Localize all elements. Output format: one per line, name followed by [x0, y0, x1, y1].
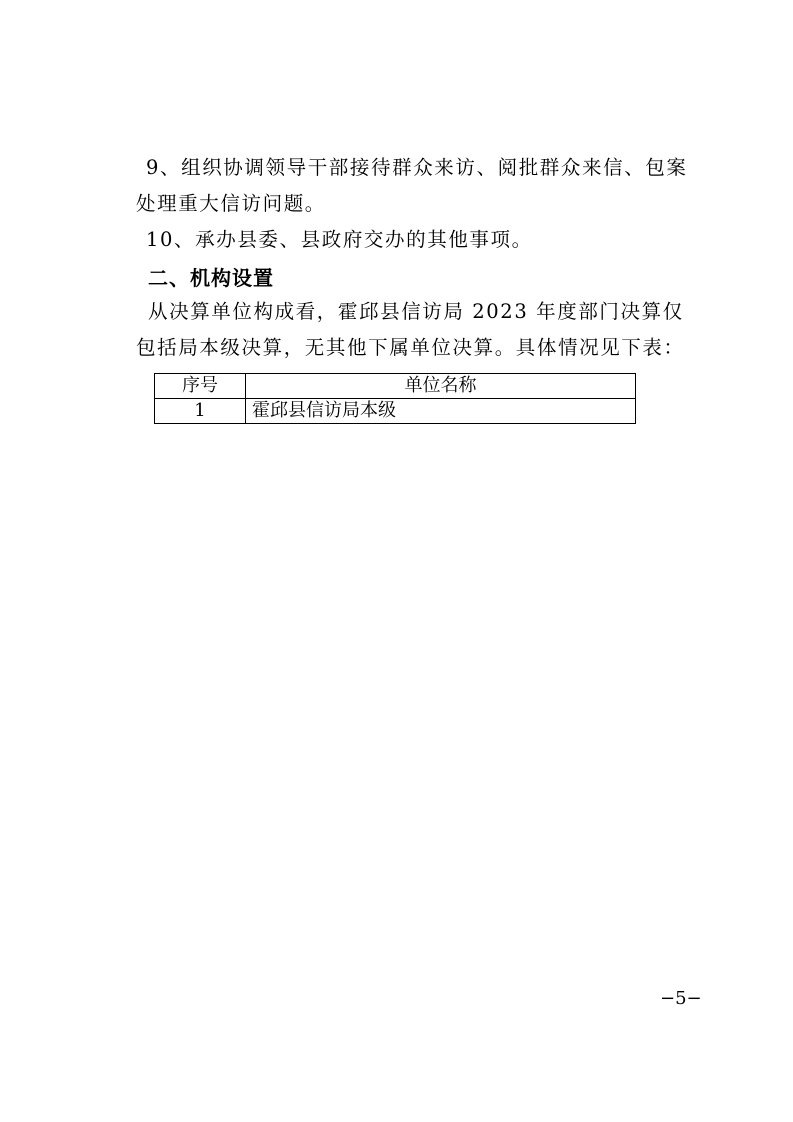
unit-table	[154, 373, 636, 424]
intro-paragraph: 从决算单位构成看，霍邱县信访局 2023 年度部门决算仅包括局本级决算，无其他下属单位决算。具体情况见下表：	[136, 300, 685, 359]
section-heading: 二、机构设置	[148, 266, 274, 290]
table-cell-unit-name: 霍邱县信访局本级	[246, 399, 636, 424]
col-header-unit-name: 单位名称	[246, 374, 636, 399]
page-number: −5−	[660, 988, 702, 1009]
paragraph-item-10: 10、承办县委、县政府交办的其他事项。	[146, 228, 533, 251]
paragraph-item-9: 9、组织协调领导干部接待群众来访、阅批群众来信、包案处理重大信访问题。	[136, 156, 688, 215]
table-header-row	[155, 374, 636, 399]
table-cell-index: 1	[155, 399, 246, 424]
col-header-index: 序号	[155, 374, 246, 399]
table-row	[155, 399, 636, 424]
